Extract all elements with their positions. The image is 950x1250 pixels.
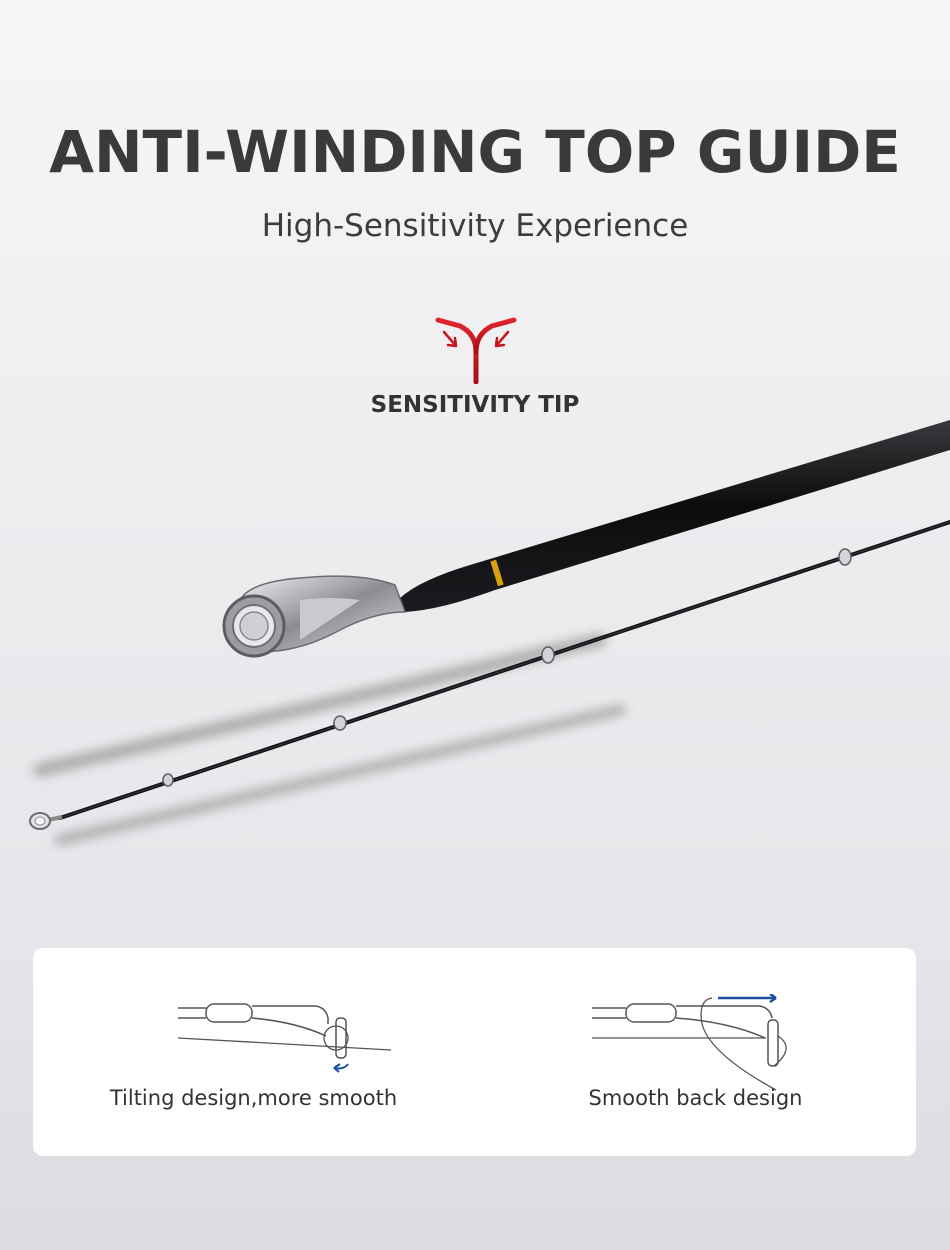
- feature-card: [33, 948, 916, 1156]
- back-guide-icon: [590, 994, 800, 1094]
- tilting-guide-icon: [176, 994, 396, 1074]
- feature-tilting-label: Tilting design,more smooth: [109, 1086, 398, 1110]
- sensitivity-tip-label: SENSITIVITY TIP: [370, 392, 580, 418]
- page-subtitle: High-Sensitivity Experience: [261, 208, 689, 244]
- feature-back-label: Smooth back design: [588, 1086, 803, 1110]
- page-title: ANTI-WINDING TOP GUIDE: [49, 118, 901, 186]
- feature-back: [475, 948, 916, 1156]
- feature-tilting: [33, 948, 474, 1156]
